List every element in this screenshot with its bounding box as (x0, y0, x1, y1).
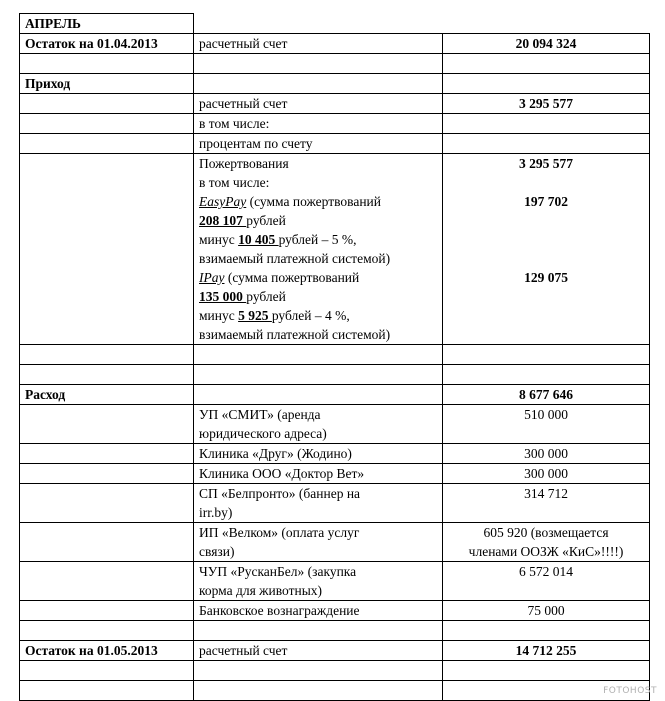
expense-item-value (443, 484, 650, 523)
expense-item-value-line: 605 920 (возмещается (483, 525, 609, 540)
expense-item-desc-line: связи) (199, 544, 235, 559)
expense-item-row (20, 405, 650, 444)
empty-row (20, 621, 650, 641)
ipay-line-3: минус 5 925 рублей – 4 %, (199, 308, 350, 323)
closing-value: 14 712 255 (443, 641, 650, 661)
income-account: расчетный счет (194, 94, 443, 114)
expense-total: 8 677 646 (443, 385, 650, 405)
expense-item-value (443, 523, 650, 562)
expense-item-value-line: 510 000 (524, 407, 568, 422)
empty-row (20, 54, 650, 74)
donations-values (443, 154, 650, 345)
opening-value: 20 094 324 (443, 34, 650, 54)
expense-item-row (20, 601, 650, 621)
expense-item-row (20, 484, 650, 523)
expense-item-desc (194, 444, 443, 464)
expense-item-value-line: 6 572 014 (519, 564, 573, 579)
month-title: АПРЕЛЬ (20, 14, 194, 34)
expense-items (20, 405, 650, 621)
donations-details (194, 154, 443, 345)
expense-item-row (20, 444, 650, 464)
opening-balance-row (20, 34, 650, 54)
income-incl: в том числе: (194, 114, 443, 134)
donations-row (20, 154, 650, 345)
opening-account: расчетный счет (194, 34, 443, 54)
empty-row (20, 365, 650, 385)
easypay-line-1: EasyPay (сумма пожертвований (199, 194, 381, 209)
expense-item-desc-line: Клиника «Друг» (Жодино) (199, 446, 352, 461)
ipay-line-1: IPay (сумма пожертвований (199, 270, 360, 285)
expense-item-desc-line: ЧУП «РусканБел» (закупка (199, 564, 357, 579)
ipay-gross: 135 000 (199, 289, 247, 304)
expense-item-row (20, 464, 650, 484)
expense-item-value (443, 601, 650, 621)
expense-item-value (443, 464, 650, 484)
income-label: Приход (20, 74, 194, 94)
ipay-name: IPay (199, 270, 225, 285)
expense-item-value-line: 75 000 (527, 603, 565, 618)
expense-item-value (443, 444, 650, 464)
easypay-fee: 10 405 (238, 232, 279, 247)
income-account-row (20, 94, 650, 114)
easypay-value: 197 702 (524, 194, 568, 209)
expense-item-row (20, 562, 650, 601)
expense-item-value (443, 405, 650, 444)
income-header-row (20, 74, 650, 94)
expense-item-desc-line: Клиника ООО «Доктор Вет» (199, 466, 365, 481)
closing-account: расчетный счет (194, 641, 443, 661)
income-incl-row (20, 114, 650, 134)
easypay-line-2: 208 107 рублей (199, 213, 286, 228)
expense-item-desc (194, 484, 443, 523)
easypay-line-4: взимаемый платежной системой) (199, 251, 391, 266)
empty-row (20, 681, 650, 701)
financial-report-table (19, 13, 650, 701)
expense-item-desc-line: ИП «Велком» (оплата услуг (199, 525, 360, 540)
expense-item-desc (194, 601, 443, 621)
expense-header-row (20, 385, 650, 405)
expense-item-value-line: 300 000 (524, 466, 568, 481)
closing-balance-label: Остаток на 01.05.2013 (20, 641, 194, 661)
income-interest: процентам по счету (194, 134, 443, 154)
expense-item-value-line: 314 712 (524, 486, 568, 501)
easypay-gross: 208 107 (199, 213, 247, 228)
closing-balance-row (20, 641, 650, 661)
expense-item-desc-line: Банковское вознаграждение (199, 603, 360, 618)
opening-balance-label: Остаток на 01.04.2013 (20, 34, 194, 54)
empty-row (20, 345, 650, 365)
expense-item-desc (194, 562, 443, 601)
ipay-line-4: взимаемый платежной системой) (199, 327, 391, 342)
expense-item-value-line: 300 000 (524, 446, 568, 461)
expense-item-desc (194, 523, 443, 562)
easypay-name: EasyPay (199, 194, 247, 209)
empty-row (20, 661, 650, 681)
expense-item-desc (194, 405, 443, 444)
ipay-value: 129 075 (524, 270, 568, 285)
expense-item-desc-line: юридического адреса) (199, 426, 327, 441)
donations-value: 3 295 577 (519, 156, 573, 171)
expense-item-desc-line: irr.by) (199, 505, 233, 520)
donations-label: Пожертвования (199, 156, 289, 171)
expense-item-value-line: членами ООЗЖ «КиС»!!!!) (468, 544, 624, 559)
expense-item-row (20, 523, 650, 562)
expense-item-desc-line: СП «Белпронто» (баннер на (199, 486, 361, 501)
expense-item-desc-line: УП «СМИТ» (аренда (199, 407, 321, 422)
expense-label: Расход (20, 385, 194, 405)
expense-item-value (443, 562, 650, 601)
month-row (20, 14, 650, 34)
expense-item-desc (194, 464, 443, 484)
expense-item-desc-line: корма для животных) (199, 583, 323, 598)
ipay-line-2: 135 000 рублей (199, 289, 286, 304)
easypay-line-3: минус 10 405 рублей – 5 %, (199, 232, 357, 247)
income-interest-row (20, 134, 650, 154)
ipay-fee: 5 925 (238, 308, 272, 323)
watermark: FOTOHOST (603, 686, 657, 696)
income-account-value: 3 295 577 (443, 94, 650, 114)
donations-incl: в том числе: (199, 175, 270, 190)
